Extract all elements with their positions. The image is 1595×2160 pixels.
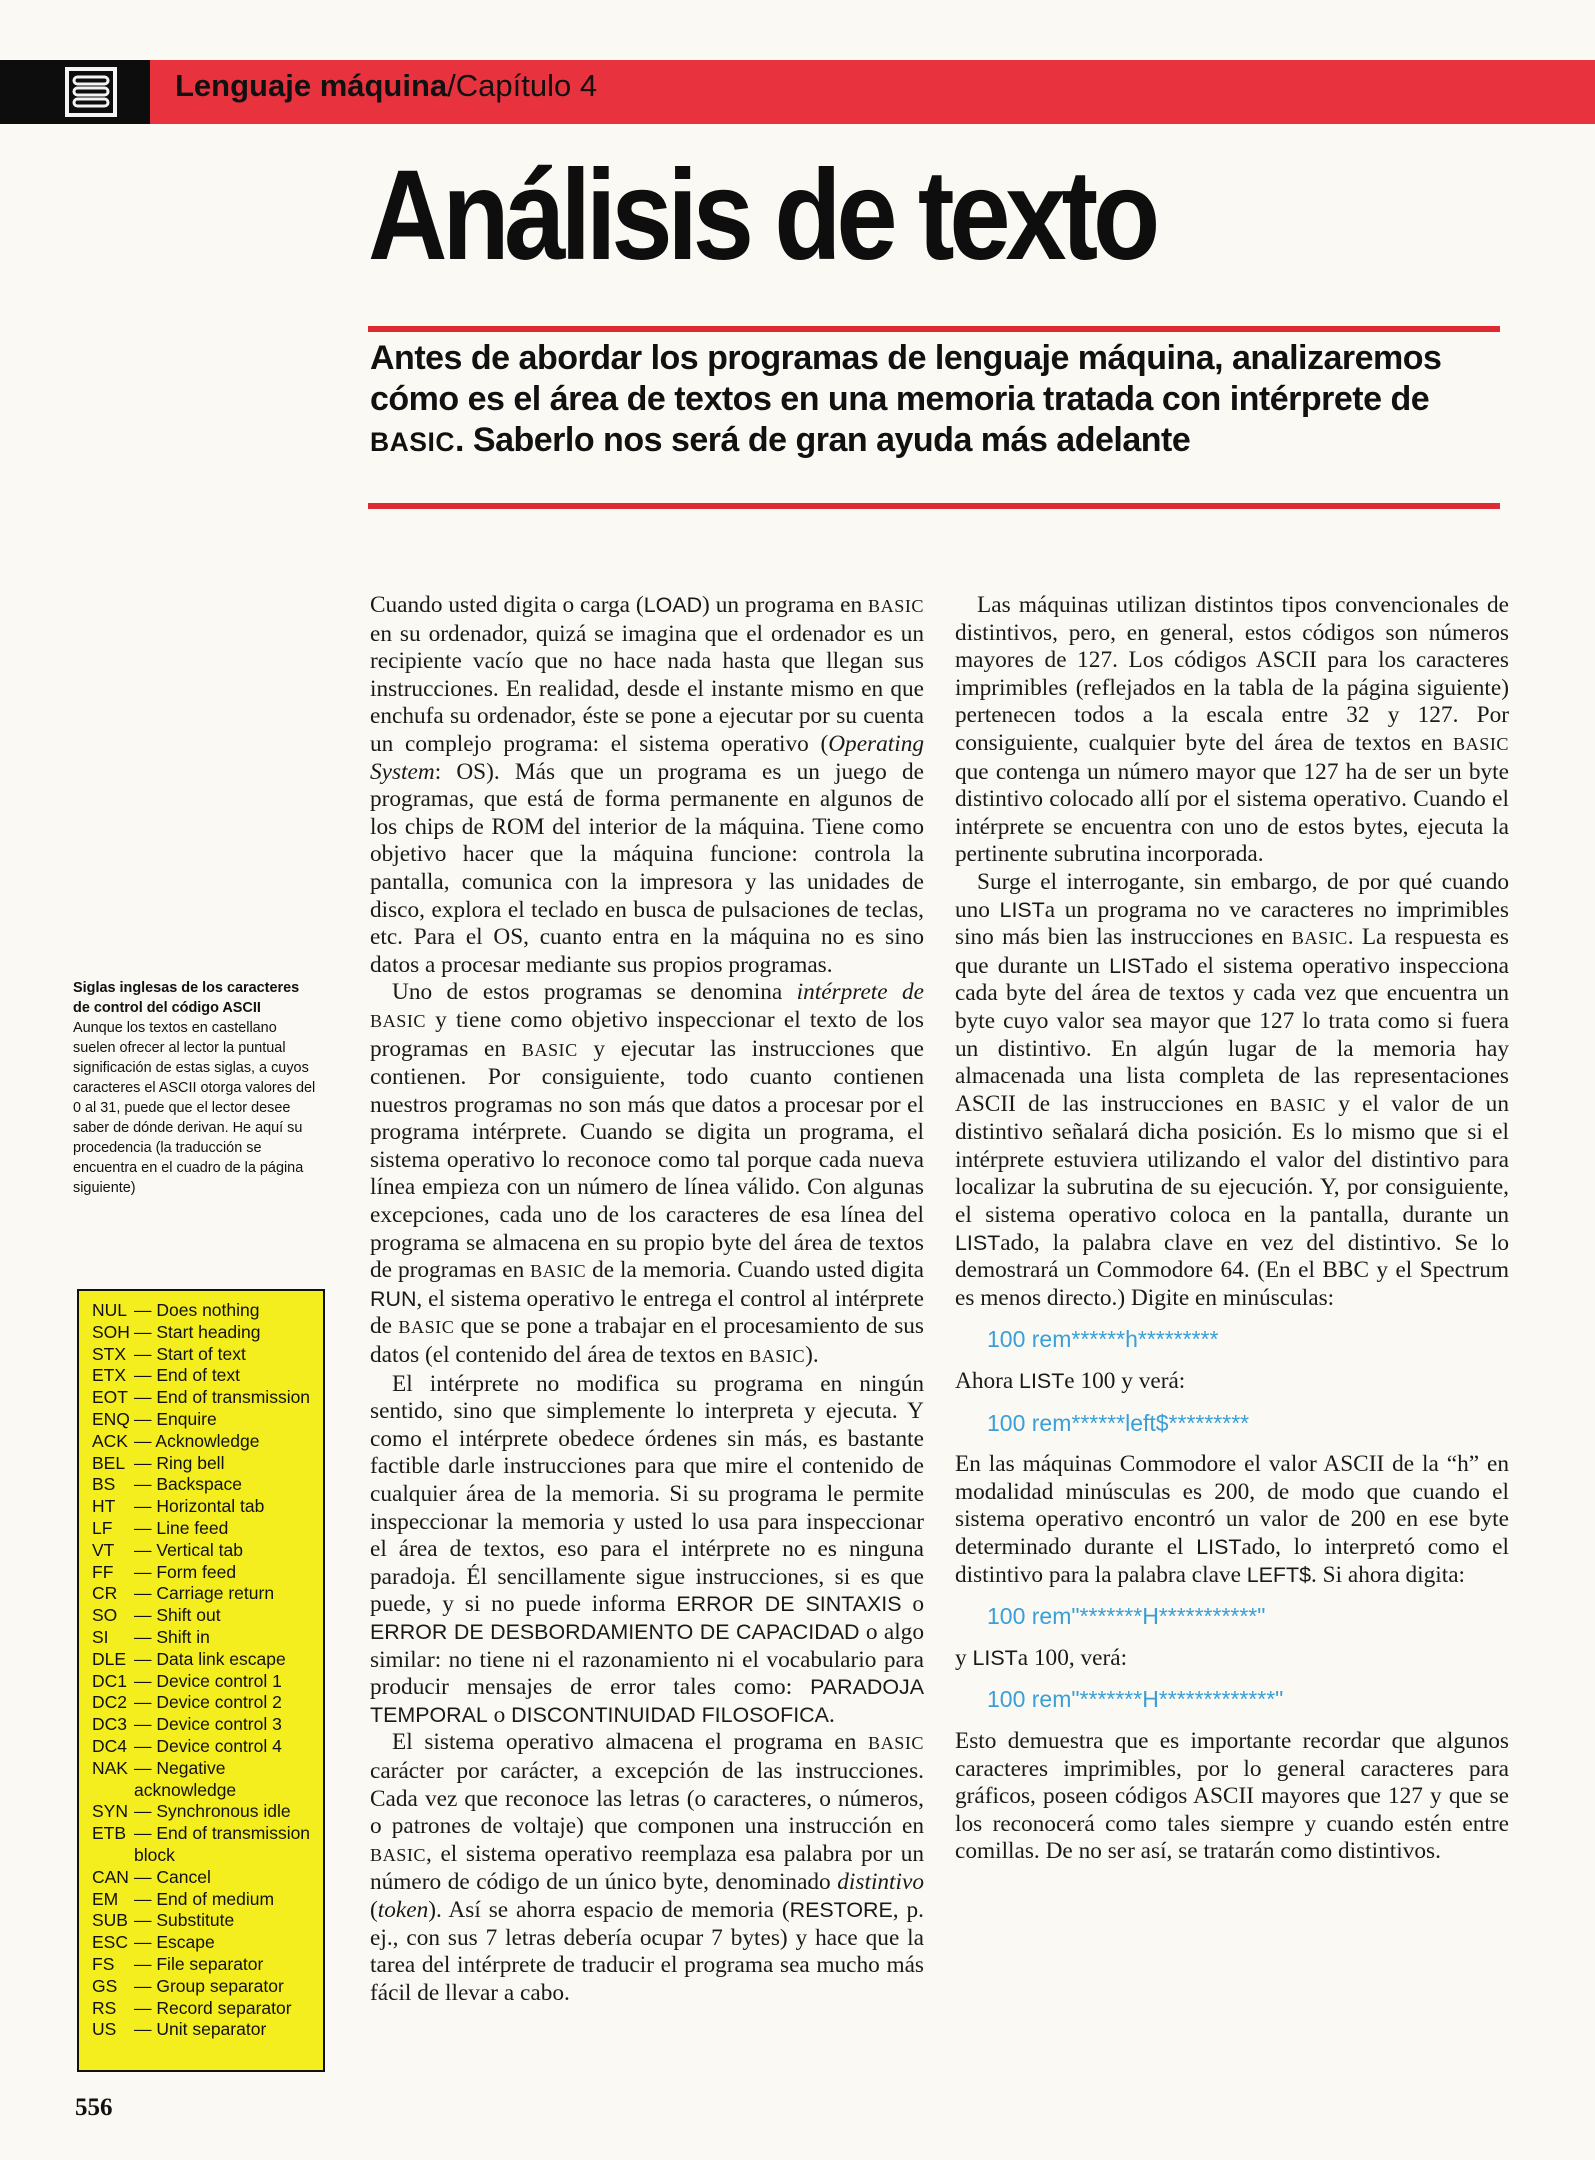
ascii-row — [92, 1823, 323, 1867]
ascii-description: — Cancel — [134, 1866, 211, 1887]
intro-top-rule — [368, 326, 1500, 332]
ascii-code: VT — [92, 1539, 115, 1560]
ascii-code: ACK — [92, 1430, 128, 1451]
body-paragraph-1: Cuando usted digita o carga (LOAD) un programa en BASIC en su ordenador, quizá se imagina que el ordenador es un recipiente vacío que no hace nada hasta que llegan sus instrucciones. En realidad, desde el instante mismo en que enchufa su ordenador, éste se pone a ejecutar por su cuenta un complejo programa: el sistema operativo (Operating System: OS). Más que un programa es un juego de programas, que está de forma permanente en algunos de los chips de ROM del interior de la máquina. Tiene como objetivo hacer que la máquina funcione: controla la pantalla, comunica con la impresora y las unidades de disco, explora el teclado en busca de pulsaciones de teclas, etc. Para el OS, cuanto entra en la máquina no es sino datos a procesar mediante sus propios programas. — [370, 592, 924, 978]
ascii-description: — Group separator — [134, 1975, 284, 1996]
page-title: Análisis de texto — [368, 144, 1156, 287]
body-paragraph-6: Surge el interrogante, sin embargo, de por qué cuando uno LISTa un programa no ve caracteres no imprimibles sino más bien las instrucciones en BASIC. La respuesta es que durante un LISTado el sistema operativo inspecciona cada byte del área de textos y cada vez que encuentra un byte cuyo valor sea mayor que 127 lo trata como si fuera un distintivo. En algún lugar de la memoria hay almacenada una lista completa de las representaciones ASCII de las instrucciones en BASIC y el valor de un distintivo señalará dicha posición. Es lo mismo que si el intérprete estuviera utilizando el valor del distintivo para localizar la subrutina de su ejecución. Y, por consiguiente, el sistema operativo coloca en la pantalla, durante un LISTado, la palabra clave en vez del distintivo. Se lo demostrará un Commodore 64. (En el BBC y el Spectrum es menos directo.) Digite en minúsculas: — [955, 868, 1510, 1311]
sidebar-text: Aunque los textos en castellano suelen ofrecer al lector la puntual significación de estas siglas, a cuyos caracteres el ASCII otorga valores del 0 al 31, puede que el lector desee saber de dónde derivan. He aquí su procedencia (la traducción se encuentra en el cuadro de la página siguiente) — [73, 1019, 316, 1196]
ascii-description: — Device control 4 — [134, 1735, 282, 1756]
ascii-code: CAN — [92, 1866, 129, 1887]
ascii-description: — Does nothing — [134, 1300, 260, 1320]
ascii-description: — Vertical tab — [134, 1539, 243, 1560]
ascii-code: NUL — [92, 1300, 128, 1320]
intro-bottom-rule — [368, 503, 1500, 509]
ascii-code: STX — [92, 1343, 127, 1364]
ascii-code: DC2 — [92, 1692, 128, 1713]
ascii-row — [92, 1453, 323, 1475]
sidebar-note — [73, 978, 315, 1198]
ascii-code: SYN — [92, 1801, 128, 1822]
ascii-code: LF — [92, 1517, 113, 1538]
ascii-code: SO — [92, 1605, 118, 1626]
ascii-description: — Device control 1 — [134, 1670, 282, 1691]
ascii-row — [92, 1736, 323, 1758]
ascii-description: — Carriage return — [134, 1583, 275, 1604]
ascii-description: — End of text — [134, 1365, 241, 1386]
ascii-code: DC1 — [92, 1670, 128, 1691]
ascii-row — [92, 1714, 323, 1736]
ascii-row — [92, 1998, 323, 2020]
ascii-row — [92, 1322, 323, 1344]
ascii-code: EM — [92, 1888, 119, 1909]
ascii-description: — Enquire — [134, 1408, 217, 1429]
ascii-control-codes-box — [77, 1289, 325, 2072]
ascii-code: ETX — [92, 1365, 127, 1386]
ascii-row — [92, 1583, 323, 1605]
ascii-row — [92, 1976, 323, 1998]
ascii-code: ESC — [92, 1932, 128, 1953]
ascii-row — [92, 1562, 323, 1584]
body-paragraph-8: En las máquinas Commodore el valor ASCII de la “h” en modalidad minúsculas es 200, de modo que cuando el sistema operativo encontró un valor de 200 en ese byte determinado durante el LISTado, lo interpretó como el distintivo para la palabra clave LEFT$. Si ahora digita: — [955, 1451, 1509, 1588]
ascii-row — [92, 1671, 323, 1693]
code-example-4: 100 rem"*******H*************" — [987, 1686, 1284, 1713]
ascii-description: — End of transmission — [134, 1387, 311, 1408]
ascii-row — [92, 1758, 323, 1802]
chapter-label: /Capítulo 4 — [447, 68, 598, 103]
ascii-description: — Start heading — [134, 1321, 261, 1342]
ascii-description: — Device control 3 — [134, 1714, 282, 1735]
ascii-code: SI — [92, 1626, 109, 1647]
code-example-1: 100 rem******h********* — [987, 1326, 1219, 1353]
ascii-row — [92, 1409, 323, 1431]
ascii-description: — Record separator — [134, 1997, 292, 2018]
ascii-row — [92, 1605, 323, 1627]
ascii-row — [92, 1954, 323, 1976]
code-example-2: 100 rem******left$********* — [987, 1409, 1250, 1436]
ascii-description: — Horizontal tab — [134, 1496, 265, 1517]
ascii-row — [92, 1692, 323, 1714]
intro-paragraph: Antes de abordar los programas de lenguaje máquina, analizaremos cómo es el área de textos en una memoria tratada con intérprete de BASIC. Saberlo nos será de gran ayuda más adelante — [370, 339, 1442, 459]
ascii-code: GS — [92, 1975, 118, 1996]
ascii-description: — Ring bell — [134, 1452, 225, 1473]
ascii-row — [92, 1649, 323, 1671]
ascii-description: — Unit separator — [134, 2019, 267, 2040]
ascii-row — [92, 1344, 323, 1366]
ascii-description: — Form feed — [134, 1561, 237, 1582]
ascii-code: ENQ — [92, 1408, 130, 1429]
ascii-row — [92, 1910, 323, 1932]
body-paragraph-9: y LISTa 100, verá: — [955, 1644, 1128, 1671]
ascii-code: DC4 — [92, 1735, 128, 1756]
ascii-description: — Device control 2 — [134, 1692, 282, 1713]
ascii-code: CR — [92, 1583, 118, 1604]
ascii-description: — Acknowledge — [134, 1430, 260, 1451]
chapter-header — [175, 68, 597, 104]
body-paragraph-3: El intérprete no modifica su programa en ningún sentido, sino que simplemente lo interpreta y ejecuta. Y como el intérprete obedece órdenes sin más, es bastante factible darle instrucciones para que mire el contenido de cualquier área de la memoria. Si su programa le permite inspeccionar la memoria y usted lo usa para inspeccionar el área de textos, eso para el intérprete no es ninguna paradoja. Él sencillamente sigue instrucciones, si es que puede, y si no puede informa ERROR DE SINTAXIS o ERROR DE DESBORDAMIENTO DE CAPACIDAD o algo similar: no tiene ni el razonamiento ni el vocabulario para producir mensajes de error tales como: PARADOJA TEMPORAL o DISCONTINUIDAD FILOSOFICA. — [370, 1370, 924, 1728]
ascii-code: SOH — [92, 1321, 130, 1342]
body-paragraph-7: Ahora LISTe 100 y verá: — [955, 1368, 1186, 1395]
body-paragraph-4: El sistema operativo almacena el programa en BASIC carácter por carácter, a excepción de las instrucciones. Cada vez que reconoce las letras (o caracteres, o números, o patrones de voltaje) que componen una instrucción en BASIC, el sistema operativo reemplaza esa palabra por un número de código de un único byte, denominado distintivo (token). Así se ahorra espacio de memoria (RESTORE, p. ej., con sus 7 letras debería ocupar 7 bytes) y hace que la tarea del intérprete de traducir el programa sea mucho más fácil de llevar a cabo. — [370, 1729, 924, 2006]
ascii-description: — Shift in — [134, 1626, 210, 1647]
code-example-3: 100 rem"*******H***********" — [987, 1603, 1266, 1630]
chip-icon — [64, 66, 118, 118]
body-paragraph-10: Esto demuestra que es importante recordar que algunos caracteres imprimibles, por lo general caracteres para gráficos, poseen códigos ASCII mayores que 127 y que se los reconocerá como tales siempre y cuando estén entre comillas. De no ser así, se tratarán como distintivos. — [955, 1727, 1509, 1865]
body-paragraph-5: Las máquinas utilizan distintos tipos convencionales de distintivos, pero, en general, estos códigos son números mayores de 127. Los códigos ASCII para los caracteres imprimibles (reflejados en la tabla de la página siguiente) pertenecen todos a la escala entre 32 y 127. Por consiguiente, cualquier byte del área de textos en BASIC que contenga un número mayor que 127 ha de ser un byte distintivo colocado allí por el sistema operativo. Cuando el intérprete se encuentra con uno de estos bytes, ejecuta la pertinente subrutina incorporada. — [955, 592, 1509, 868]
ascii-code: BS — [92, 1474, 116, 1495]
ascii-code: SUB — [92, 1910, 128, 1931]
ascii-description: — Backspace — [134, 1474, 242, 1495]
ascii-code: EOT — [92, 1387, 128, 1408]
section-name: Lenguaje máquina — [175, 68, 448, 103]
ascii-description: — Substitute — [134, 1910, 235, 1931]
ascii-code: RS — [92, 1997, 117, 2018]
ascii-row — [92, 1474, 323, 1496]
article-column-2 — [955, 592, 1509, 1866]
ascii-row — [92, 1932, 323, 1954]
page-number: 556 — [75, 2094, 113, 2121]
ascii-code: DC3 — [92, 1714, 128, 1735]
ascii-description: — Start of text — [134, 1343, 246, 1364]
sidebar-title: Siglas inglesas de los caracteres de control del código ASCII — [73, 979, 300, 1016]
ascii-description: — Data link escape — [134, 1648, 286, 1669]
ascii-row — [92, 1300, 323, 1322]
ascii-description: — Escape — [134, 1932, 215, 1953]
ascii-description: — End of medium — [134, 1888, 275, 1909]
ascii-row — [92, 1540, 323, 1562]
ascii-row — [92, 1518, 323, 1540]
ascii-code: FS — [92, 1953, 115, 1974]
ascii-row — [92, 1801, 323, 1823]
ascii-description: — End of transmission block — [134, 1823, 311, 1865]
ascii-code: FF — [92, 1561, 114, 1582]
ascii-description: — Shift out — [134, 1605, 221, 1626]
ascii-code: US — [92, 2019, 117, 2040]
ascii-row — [92, 2019, 323, 2041]
ascii-description: — File separator — [134, 1953, 264, 1974]
ascii-code: HT — [92, 1496, 116, 1517]
ascii-row — [92, 1365, 323, 1387]
ascii-row — [92, 1867, 323, 1889]
ascii-description: — Line feed — [134, 1517, 229, 1538]
ascii-row — [92, 1889, 323, 1911]
ascii-row — [92, 1627, 323, 1649]
ascii-description: — Negative acknowledge — [134, 1757, 237, 1800]
ascii-row — [92, 1431, 323, 1453]
ascii-row — [92, 1387, 323, 1409]
ascii-code: DLE — [92, 1648, 127, 1669]
ascii-row — [92, 1496, 323, 1518]
article-column-1 — [370, 592, 924, 2007]
ascii-code: ETB — [92, 1823, 127, 1844]
ascii-code: NAK — [92, 1757, 128, 1778]
ascii-code: BEL — [92, 1452, 126, 1473]
body-paragraph-2: Uno de estos programas se denomina intérprete de BASIC y tiene como objetivo inspeccionar el texto de los programas en BASIC y ejecutar las instrucciones que contienen. Por consiguiente, todo cuanto contienen nuestros programas no son más que datos a procesar por el programa intérprete. Cuando se digita un programa, el sistema operativo lo reconoce como tal porque cada nueva línea empieza con un número de línea válido. Con algunas excepciones, cada uno de los caracteres de esa línea del programa se almacena en su propio byte del área de textos de programas en BASIC de la memoria. Cuando usted digita RUN, el sistema operativo le entrega el control al intérprete de BASIC que se pone a trabajar en el procesamiento de sus datos (el contenido del área de textos en BASIC). — [370, 979, 925, 1369]
ascii-description: — Synchronous idle — [134, 1801, 291, 1822]
